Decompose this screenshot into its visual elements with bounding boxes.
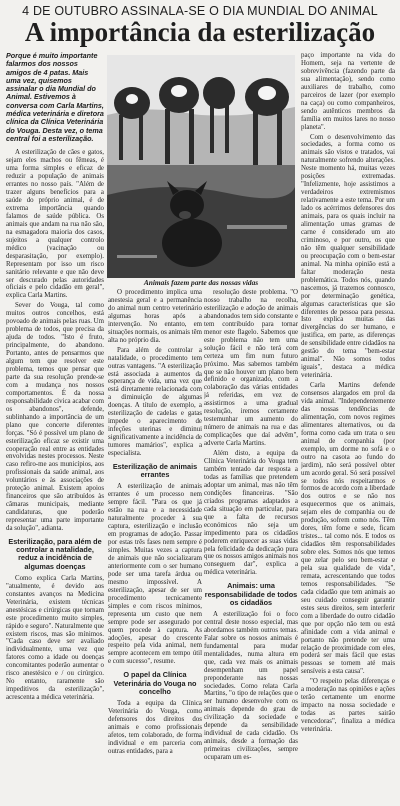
body-paragraph: Além disto, a equipa da Clínica Veterinária do Vouga tem também tentado dar resposta a todas as famílias que pretendem adoptar um animal, mas não têm condições financeiras. "São criados programas adaptados a cada situação em particular, para que a falta de recursos económicos não seja um impedimento para os cidadãos poderem enriquecer as suas vidas pela felicidade da dedicação pura que os nossos amigos animais nos conseguem dar", explica a médica veterinária.	[204, 450, 298, 577]
body-paragraph: Com o desenvolvimento das sociedades, a forma como os animais são vistos e tratados, vai naturalmente sofrendo alterações. Neste momento há, muitas vezes posições extremadas. "Infelizmente, hoje assistimos a verdadeiros extremismos relativamente a este tema. Por um lado os acérrimos defensores dos animais, para os quais incluir na alimentação umas gramas de carne é considerado um ato criminoso, e por outro, os que não têm qualquer sensibilidade ou preocupação com o bem-estar animal. Na minha opinião está a faltar moderação nesta problemática. Todos nós, quando nascemos, já trazemos connosco, por determinação genética, algumas características que são diferentes de pessoa para pessoa. Isto explica muitas das divergências do ser humano, e justifica, em parte, as diferenças de sensibilidade entre cidadãos na gestão do tema "bem-estar animal". Não somos todos iguais", destaca a médica veterinária.	[301, 133, 395, 380]
headline: A importância da esterilização	[24, 17, 376, 47]
photo-caption: Animais fazem parte das nossas vidas	[143, 278, 259, 287]
article-photo	[107, 55, 295, 278]
photo-dogs-and-cows-image	[107, 55, 295, 278]
column-1-body	[6, 149, 104, 702]
kicker-line: 4 DE OUTUBRO ASSINALA-SE O DIA MUNDIAL DO ANIMAL	[22, 4, 378, 18]
body-paragraph: Como explica Carla Martins, "atualmente, é devido aos constantes avanços na Medicina Veterinária, existem técnicas anestésicas e cirúrgicas que tornam este procedimento muito simples, rápido e seguro". Naturalmente que existem riscos, mas são mínimos. "Cada caso deve ser avaliado individualmente, uma vez que fatores como a idade ou doenças concomitantes poderão aumentar o risco anestésico e / ou cirúrgico. No entanto, raramente são impeditivos da esterilização", acrescenta a médica veterinária.	[6, 574, 104, 702]
body-paragraph: resolução deste problema. "O nosso trabalho na recolha, esterilização e adoção de animais abandonados tem sido constante e tem contribuído para tornar menor este flagelo. Sabemos que este problema não tem uma solução fácil e não terá com certeza um fim num futuro próximo. Mas sabemos também que se não houver um plano bem definido e organizado, com a colaboração das várias entidades já referidas, em vez de assistirmos a uma gradual resolução, iremos certamente testemunhar um aumento do número de animais na rua e das complicações que daí advêm", adverte Carla Martins.	[204, 289, 298, 448]
section-subheading: Esterilização, para além de controlar a natalidade, reduz a incidência de algumas doenças	[8, 537, 102, 571]
section-subheading: Esterilização de animais errantes	[112, 462, 198, 480]
body-paragraph: Toda a equipa da Clínica Veterinária do Vouga, como defensores dos direitos dos animais e como profissionais afetos, tem colaborado, de forma individual e em parceria com outras entidades, para a	[108, 699, 202, 755]
body-paragraph: Para além de controlar a natalidade, o procedimento tem outras vantagens. "A esterilização está associada a aumentos da esperança de vida, uma vez que está diretamente relacionada com a diminuição de algumas doenças. A título de exemplo, a esterilização de cadelas e gatas impede o aparecimento de infeções uterinas e diminui significativamente a incidência de tumores mamários", explica a especialista.	[108, 346, 202, 458]
column-4	[301, 52, 395, 804]
body-paragraph: Carla Martins defende consensos alargados em prol da vida animal. "Independentemente das nossas tendências de alimentação, com novos regimes alimentares alternativos, ou da forma como cada um trata o seu animal de companhia (por exemplo, um dorme no sofá e o outro na casota ao fundo do jardim), não será possível obter um acordo geral. Só será possível se todos nós respeitarmos e formos de acordo com a liberdade dos outros e se não nos esquecermos que os animais, sejam eles de companhia ou de produção, sofrem como nós. Têm dores, têm fome e sede, ficam tristes... tal como nós. E todos os cidadãos têm responsabilidades sobre eles. Somos nós que temos que zelar pelo seu bem-estar e pela sua qualidade de vida", remata, acrescentando que todos temos responsabilidades. "Se cada cidadão que tem animais ao seu cuidado conseguir garantir estes seus direitos, sem interferir com a liberdade do outro cidadão que por opção não tem ou está afinidade com a vida animal e portanto não pretende ter uma relação de proximidade com eles, poderá ser mais fácil que estas pessoas se tornem até mais sensíveis a esta causa".	[301, 382, 395, 676]
body-paragraph: A esterilização de cães e gatos, sejam eles machos ou fêmeas, é uma forma simples e eficaz de reduzir a população de animais errantes no nosso país. "Além de trazer alguns benefícios para a saúde do próprio animal, é de extrema importância quando falamos de saúde pública. Os animais que andam na rua não são, na esmagadora maioria dos casos, sujeitos a qualquer controlo médico (vacinação ou desparasitação, por exemplo). Representam por isso um risco sanitário relevante e que não deve ser descurado pelas autoridades oficiais e pelo cidadão em geral", explica Carla Martins.	[6, 149, 104, 300]
body-paragraph: A esterilização de animais errantes é um processo nem sempre fácil. "Para os que já estão na rua e a necessidade naturalmente proceder à sua captura, esterilização e inclusão em programas de adoção. Passar por estas três fases nem sempre é simples. Muitas vezes a captura de animais que não socializaram anteriormente com o ser humano pode ser uma tarefa árdua ou mesmo impossível. A esterilização, apesar de ser um procedimento tecnicamente simples e com riscos mínimos, representa um custo que nem sempre pode ser assegurado por quem procede à captura. As adoções, apesar do crescente respeito pela vida animal, nem sempre acontecem em tempo útil e com sucesso", resume.	[108, 483, 202, 666]
body-paragraph: A esterilização foi o foco central deste nosso especial, mas abordamos também outros temas. Falar sobre os nossos animais é fundamental para mudar mentalidades, numa altura em que, cada vez mais os animais desempenham um papel preponderante nas nossas sociedades. Como relata Carla Martins, "o tipo de relações que o ser humano desenvolve com os animais depende do grau de civilização da sociedade e depende da sensibilidade individual de cada cidadão. Os animais, desde a formação das primeiras civilizações, sempre ocuparam um es-	[204, 610, 298, 762]
lead-paragraph: Porque é muito importante falarmos dos nossos amigos de 4 patas. Mais uma vez, quisemos assinalar o dia Mundial do Animal. Estivemos à conversa com Carla Martins, médica veterinária e diretora clínica da Clínica Veterinária do Vouga. Desta vez, o tema central foi a esterilização.	[6, 52, 104, 143]
column-1	[6, 52, 104, 804]
column-3	[204, 289, 298, 804]
column-3-body	[204, 289, 298, 762]
body-paragraph: Sever do Vouga, tal como muitos outros concelhos, está povoado de animais pelas ruas. Um problema de todos, que precisa da ajuda de todos. "Isto é fruto, principalmente, do abandono. Portanto, antes de pensarmos que algum tem que resolver este problema, temos que pensar que parte da sua resolução prende-se com a mudança nos nossos comportamentos. É da nossa responsabilidade civica acabar com os abandonos", defende, sublinhando a importância de um plano que concerte diferentes forças. "Só é possível um plano de esterilização eficaz se existir uma cooperação real entre as entidades envolvidas nestes processos. Neste caso refiro-me aos municípios, aos profissionais da saúde animal, aos voluntários e às associações de proteção animal. Existem apoios financeiros que são atribuídos às câmaras municipais, mediante candidaturas, que poderão representar uma parte importante da solução", adianta.	[6, 302, 104, 533]
section-subheading: Animais: uma responsabilidade de todos os cidadãos	[204, 581, 298, 607]
body-paragraph: O procedimento implica uma anestesia geral e a permanência do animal num centro veterinário algumas horas após a intervenção. No entanto, em situações normais, os animais têm alta no próprio dia.	[108, 289, 202, 344]
column-2	[108, 289, 202, 804]
column-2-body	[108, 289, 202, 756]
body-paragraph: "O respeito pelas diferenças e a moderação nas opiniões e ações terão certamente um enorme impacto na nossa sociedade e todas as partes sairão vencedoras", finaliza a médica veterinária.	[301, 678, 395, 734]
body-paragraph: paço importante na vida do Homem, seja na vertente de sobrevivência (fazendo parte da sua alimentação), sendo como auxiliares de trabalho, como parceiros de lazer (por exemplo na caça) ou como companheiros, sendo autênticos membros da família em muitos lares no nosso planeta".	[301, 52, 395, 131]
section-subheading: O papel da Clínica Veterinária do Vouga no concelho	[113, 670, 197, 696]
column-4-body	[301, 52, 395, 734]
